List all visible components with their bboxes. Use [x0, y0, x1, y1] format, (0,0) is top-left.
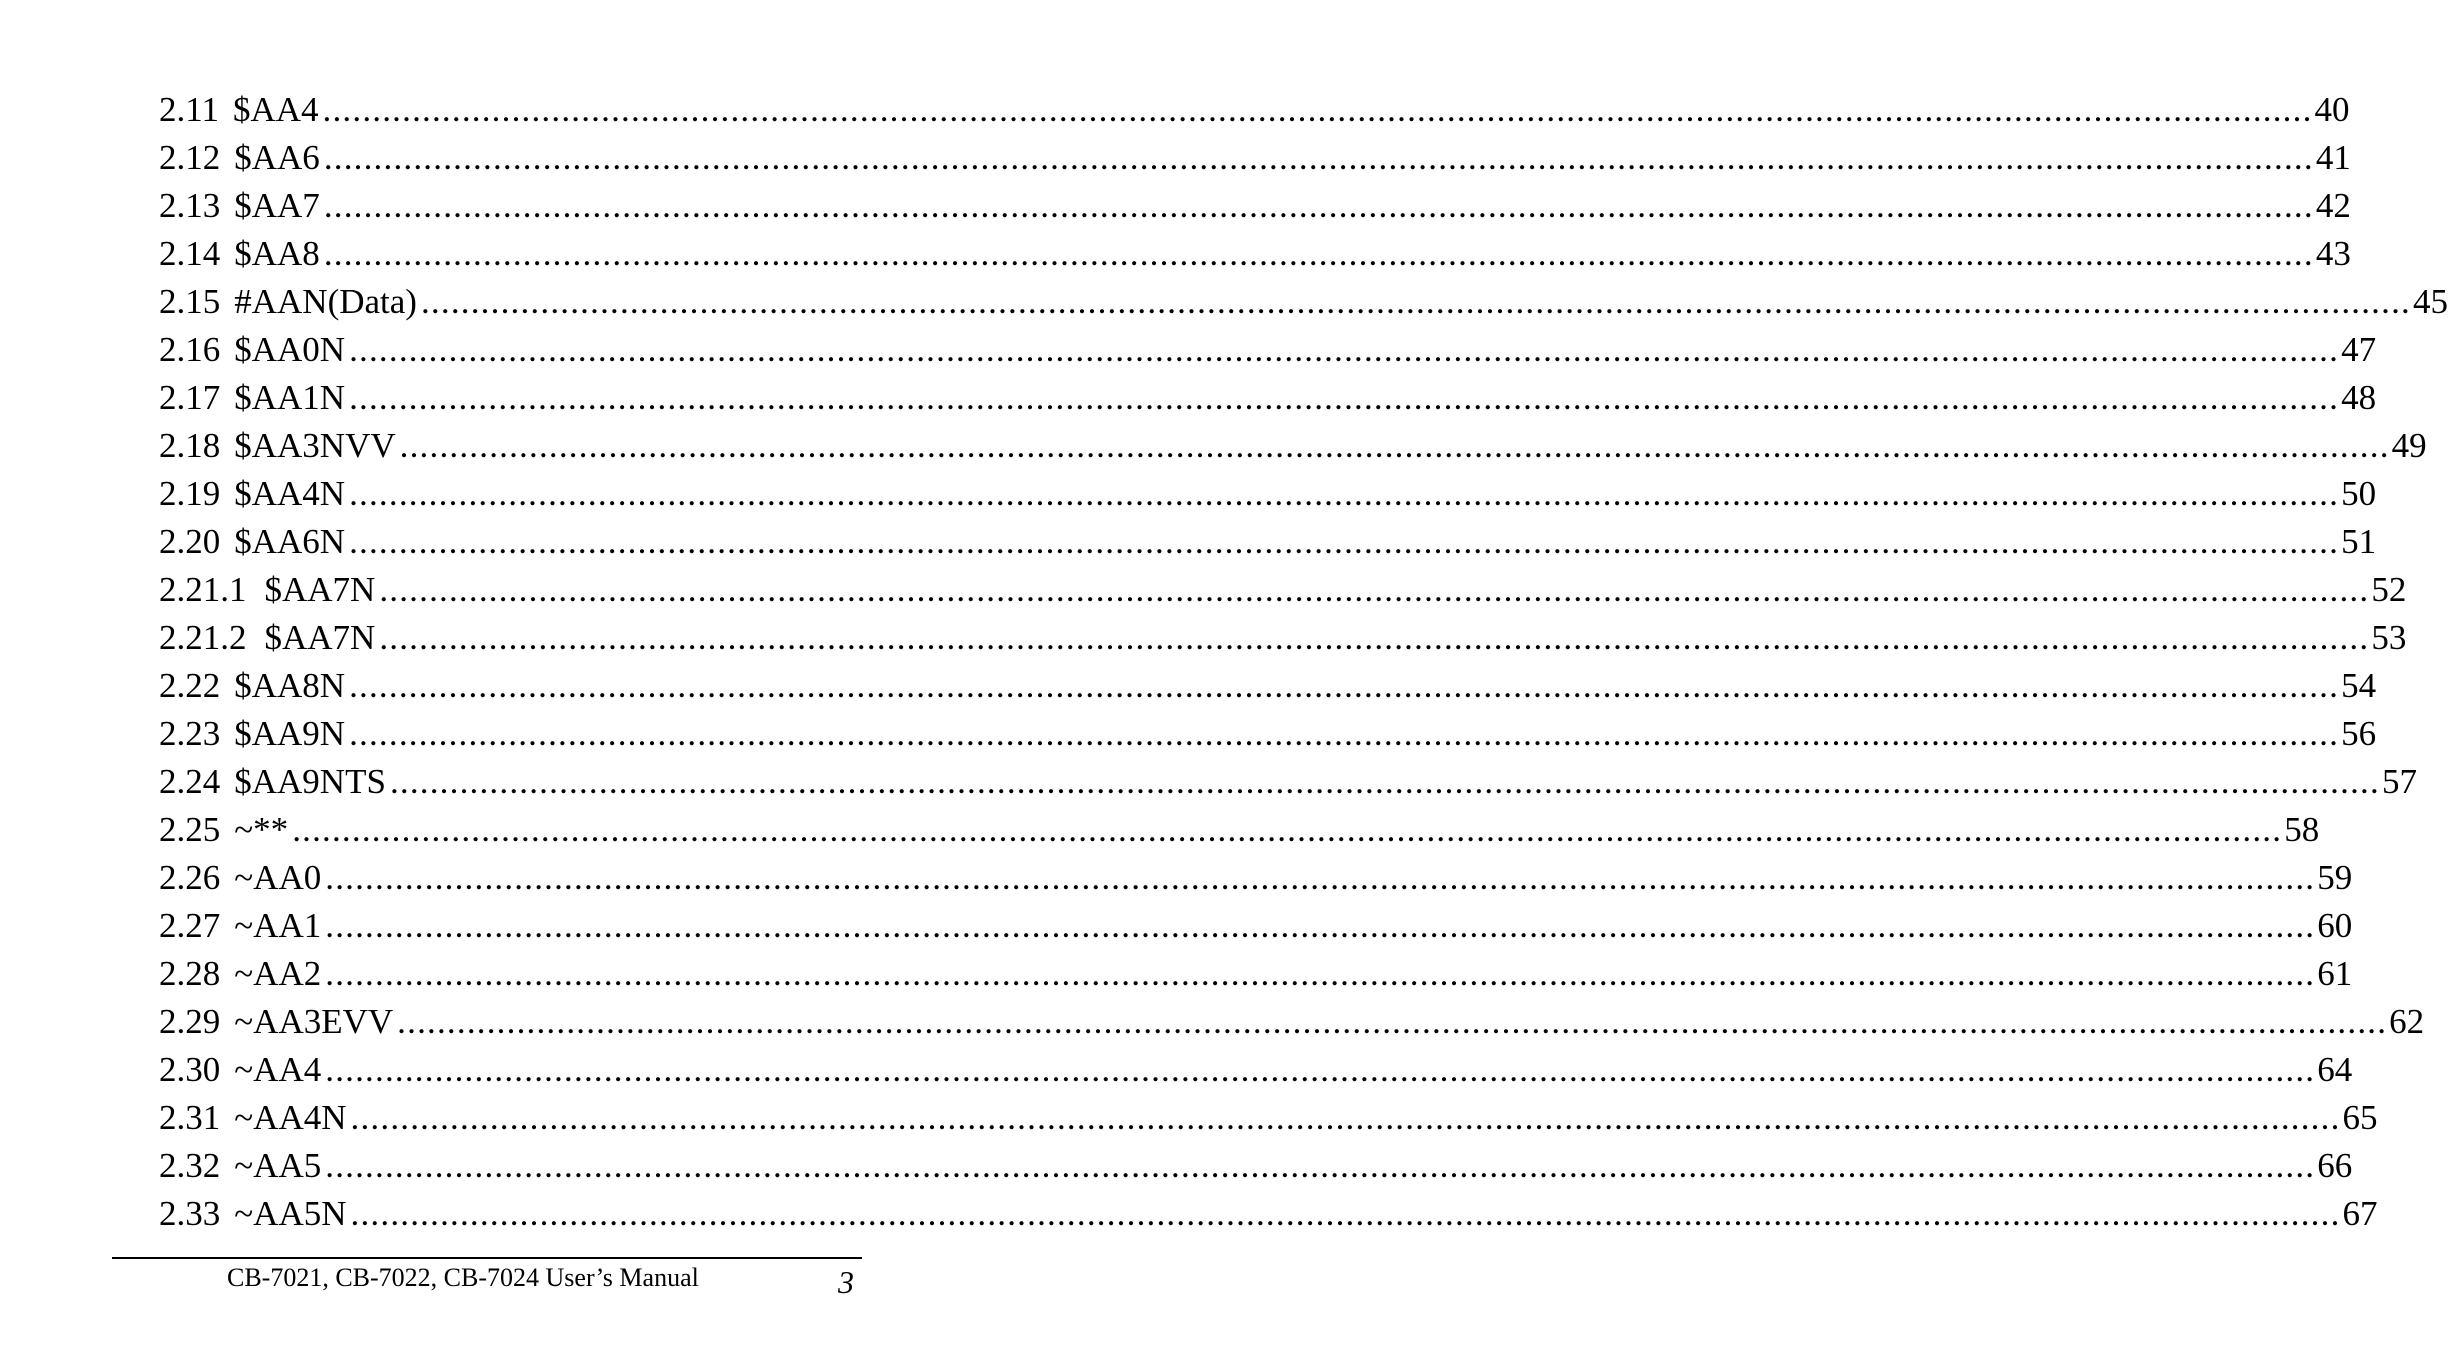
- toc-entry-page: 51: [2341, 522, 2377, 561]
- toc-dot-leader: ........................................................................................................................................................................................................: [350, 1098, 2341, 1137]
- toc-entry-number: 2.22: [159, 666, 221, 705]
- toc-entry-page: 65: [2342, 1098, 2378, 1137]
- toc-entry[interactable]: [159, 374, 2377, 422]
- toc-entry[interactable]: [159, 614, 2407, 662]
- toc-entry-title: $AA1N: [234, 378, 346, 417]
- toc-entry[interactable]: [159, 470, 2377, 518]
- toc-entry-title: $AA4N: [234, 474, 346, 513]
- toc-entry[interactable]: [159, 1142, 2353, 1190]
- toc-entry-page: 60: [2317, 906, 2353, 945]
- toc-dot-leader: ........................................................................................................................................................................................................: [349, 522, 2340, 561]
- toc-entry-page: 62: [2389, 1002, 2425, 1041]
- toc-entry-page: 43: [2315, 234, 2351, 273]
- toc-dot-leader: ........................................................................................................................................................................................................: [323, 138, 2314, 177]
- toc-entry-number: 2.28: [159, 954, 221, 993]
- toc-entry[interactable]: [159, 230, 2351, 278]
- toc-entry[interactable]: [159, 86, 2350, 134]
- toc-entry[interactable]: [159, 710, 2377, 758]
- toc-dot-leader: ........................................................................................................................................................................................................: [292, 810, 2283, 849]
- toc-entry[interactable]: [159, 422, 2427, 470]
- toc-dot-leader: ........................................................................................................................................................................................................: [325, 906, 2316, 945]
- toc-entry-title: $AA9NTS: [234, 762, 386, 801]
- toc-entry-page: 57: [2381, 762, 2417, 801]
- toc-dot-leader: ........................................................................................................................................................................................................: [349, 666, 2340, 705]
- toc-entry-page: 54: [2341, 666, 2377, 705]
- toc-dot-leader: ........................................................................................................................................................................................................: [349, 714, 2340, 753]
- toc-entry-number: 2.32: [159, 1146, 221, 1185]
- toc-entry-page: 67: [2342, 1194, 2378, 1233]
- toc-entry-page: 61: [2317, 954, 2353, 993]
- toc-entry-number: 2.21.2: [159, 618, 247, 657]
- toc-entry-number: 2.21.1: [159, 570, 247, 609]
- toc-dot-leader: ........................................................................................................................................................................................................: [323, 234, 2314, 273]
- toc-entry-title: $AA0N: [234, 330, 346, 369]
- toc-entry-number: 2.12: [159, 138, 221, 177]
- toc-entry-title: $AA6: [234, 138, 320, 177]
- toc-entry[interactable]: [159, 806, 2320, 854]
- toc-entry-number: 2.11: [159, 90, 219, 129]
- toc-entry-number: 2.19: [159, 474, 221, 513]
- toc-dot-leader: ........................................................................................................................................................................................................: [397, 1002, 2388, 1041]
- toc-entry[interactable]: [159, 518, 2377, 566]
- toc-entry-title: ~AA2: [234, 954, 322, 993]
- toc-dot-leader: ........................................................................................................................................................................................................: [389, 762, 2380, 801]
- toc-dot-leader: ........................................................................................................................................................................................................: [325, 858, 2316, 897]
- toc-entry-number: 2.23: [159, 714, 221, 753]
- toc-entry-page: 40: [2314, 90, 2350, 129]
- toc-entry-number: 2.26: [159, 858, 221, 897]
- toc-entry-title: $AA9N: [234, 714, 346, 753]
- toc-entry-title: $AA6N: [234, 522, 346, 561]
- footer-divider: [112, 1257, 862, 1259]
- toc-dot-leader: ........................................................................................................................................................................................................: [379, 618, 2370, 657]
- toc-entry[interactable]: [159, 950, 2353, 998]
- toc-dot-leader: ........................................................................................................................................................................................................: [325, 954, 2316, 993]
- toc-entry-number: 2.20: [159, 522, 221, 561]
- toc-entry-page: 53: [2371, 618, 2407, 657]
- toc-entry-title: $AA8: [234, 234, 320, 273]
- toc-entry-number: 2.13: [159, 186, 221, 225]
- toc-entry-number: 2.30: [159, 1050, 221, 1089]
- toc-dot-leader: ........................................................................................................................................................................................................: [322, 90, 2313, 129]
- toc-dot-leader: ........................................................................................................................................................................................................: [349, 474, 2340, 513]
- toc-entry-title: $AA3NVV: [234, 426, 396, 465]
- toc-entry-title: $AA4: [232, 90, 319, 129]
- toc-entry-page: 52: [2371, 570, 2407, 609]
- toc-entry[interactable]: [159, 758, 2417, 806]
- toc-entry-title: ~AA5: [234, 1146, 322, 1185]
- toc-entry-page: 45: [2412, 282, 2448, 321]
- toc-dot-leader: ........................................................................................................................................................................................................: [349, 378, 2340, 417]
- page-number: 3: [838, 1264, 854, 1300]
- toc-entry-number: 2.29: [159, 1002, 221, 1041]
- toc-dot-leader: ........................................................................................................................................................................................................: [325, 1050, 2316, 1089]
- toc-entry-number: 2.15: [159, 282, 221, 321]
- toc-entry-title: ~AA4N: [234, 1098, 347, 1137]
- toc-dot-leader: ........................................................................................................................................................................................................: [349, 330, 2340, 369]
- toc-entry-page: 64: [2317, 1050, 2353, 1089]
- toc-entry[interactable]: [159, 566, 2407, 614]
- toc-entry[interactable]: [159, 902, 2353, 950]
- toc-entry-title: ~AA0: [234, 858, 322, 897]
- toc-entry-title: ~AA3EVV: [234, 1002, 394, 1041]
- toc-entry[interactable]: [159, 1094, 2378, 1142]
- toc-entry-title: ~AA1: [234, 906, 322, 945]
- toc-entry-number: 2.25: [159, 810, 221, 849]
- toc-entry-page: 58: [2284, 810, 2320, 849]
- toc-entry-page: 50: [2341, 474, 2377, 513]
- toc-entry-title: $AA7: [234, 186, 320, 225]
- toc-entry-page: 56: [2341, 714, 2377, 753]
- toc-entry-page: 42: [2315, 186, 2351, 225]
- toc-entry-number: 2.27: [159, 906, 221, 945]
- toc-entry[interactable]: [159, 1190, 2378, 1238]
- toc-dot-leader: ........................................................................................................................................................................................................: [325, 1146, 2316, 1185]
- toc-entry-number: 2.24: [159, 762, 221, 801]
- toc-dot-leader: ........................................................................................................................................................................................................: [350, 1194, 2341, 1233]
- toc-entry-number: 2.14: [159, 234, 221, 273]
- toc-entry[interactable]: [159, 662, 2377, 710]
- toc-entry-title: ~**: [234, 810, 289, 849]
- toc-dot-leader: ........................................................................................................................................................................................................: [323, 186, 2314, 225]
- toc-dot-leader: ........................................................................................................................................................................................................: [399, 426, 2390, 465]
- toc-entry-title: $AA8N: [234, 666, 346, 705]
- toc-entry-page: 59: [2317, 858, 2353, 897]
- toc-entry-title: ~AA5N: [234, 1194, 347, 1233]
- toc-entry[interactable]: [159, 998, 2425, 1046]
- toc-entry[interactable]: [159, 854, 2353, 902]
- toc-entry-page: 66: [2317, 1146, 2353, 1185]
- toc-entry-title: $AA7N: [264, 618, 376, 657]
- toc-entry-number: 2.31: [159, 1098, 221, 1137]
- toc-entry-number: 2.16: [159, 330, 221, 369]
- toc-entry-page: 47: [2341, 330, 2377, 369]
- toc-entry-page: 48: [2341, 378, 2377, 417]
- toc-entry[interactable]: [159, 278, 2448, 326]
- table-of-contents: [159, 86, 2448, 1238]
- toc-entry-title: $AA7N: [264, 570, 376, 609]
- toc-entry-title: ~AA4: [234, 1050, 322, 1089]
- toc-entry-number: 2.17: [159, 378, 221, 417]
- toc-entry[interactable]: [159, 326, 2377, 374]
- toc-entry-number: 2.33: [159, 1194, 221, 1233]
- toc-entry-title: #AAN(Data): [234, 282, 417, 321]
- toc-dot-leader: ........................................................................................................................................................................................................: [420, 282, 2411, 321]
- toc-entry[interactable]: [159, 1046, 2353, 1094]
- toc-entry-number: 2.18: [159, 426, 221, 465]
- toc-entry[interactable]: [159, 182, 2351, 230]
- footer-manual-title: CB-7021, CB-7022, CB-7024 User’s Manual: [227, 1263, 699, 1292]
- toc-entry-page: 41: [2315, 138, 2351, 177]
- toc-entry[interactable]: [159, 134, 2351, 182]
- toc-dot-leader: ........................................................................................................................................................................................................: [379, 570, 2370, 609]
- toc-entry-page: 49: [2391, 426, 2427, 465]
